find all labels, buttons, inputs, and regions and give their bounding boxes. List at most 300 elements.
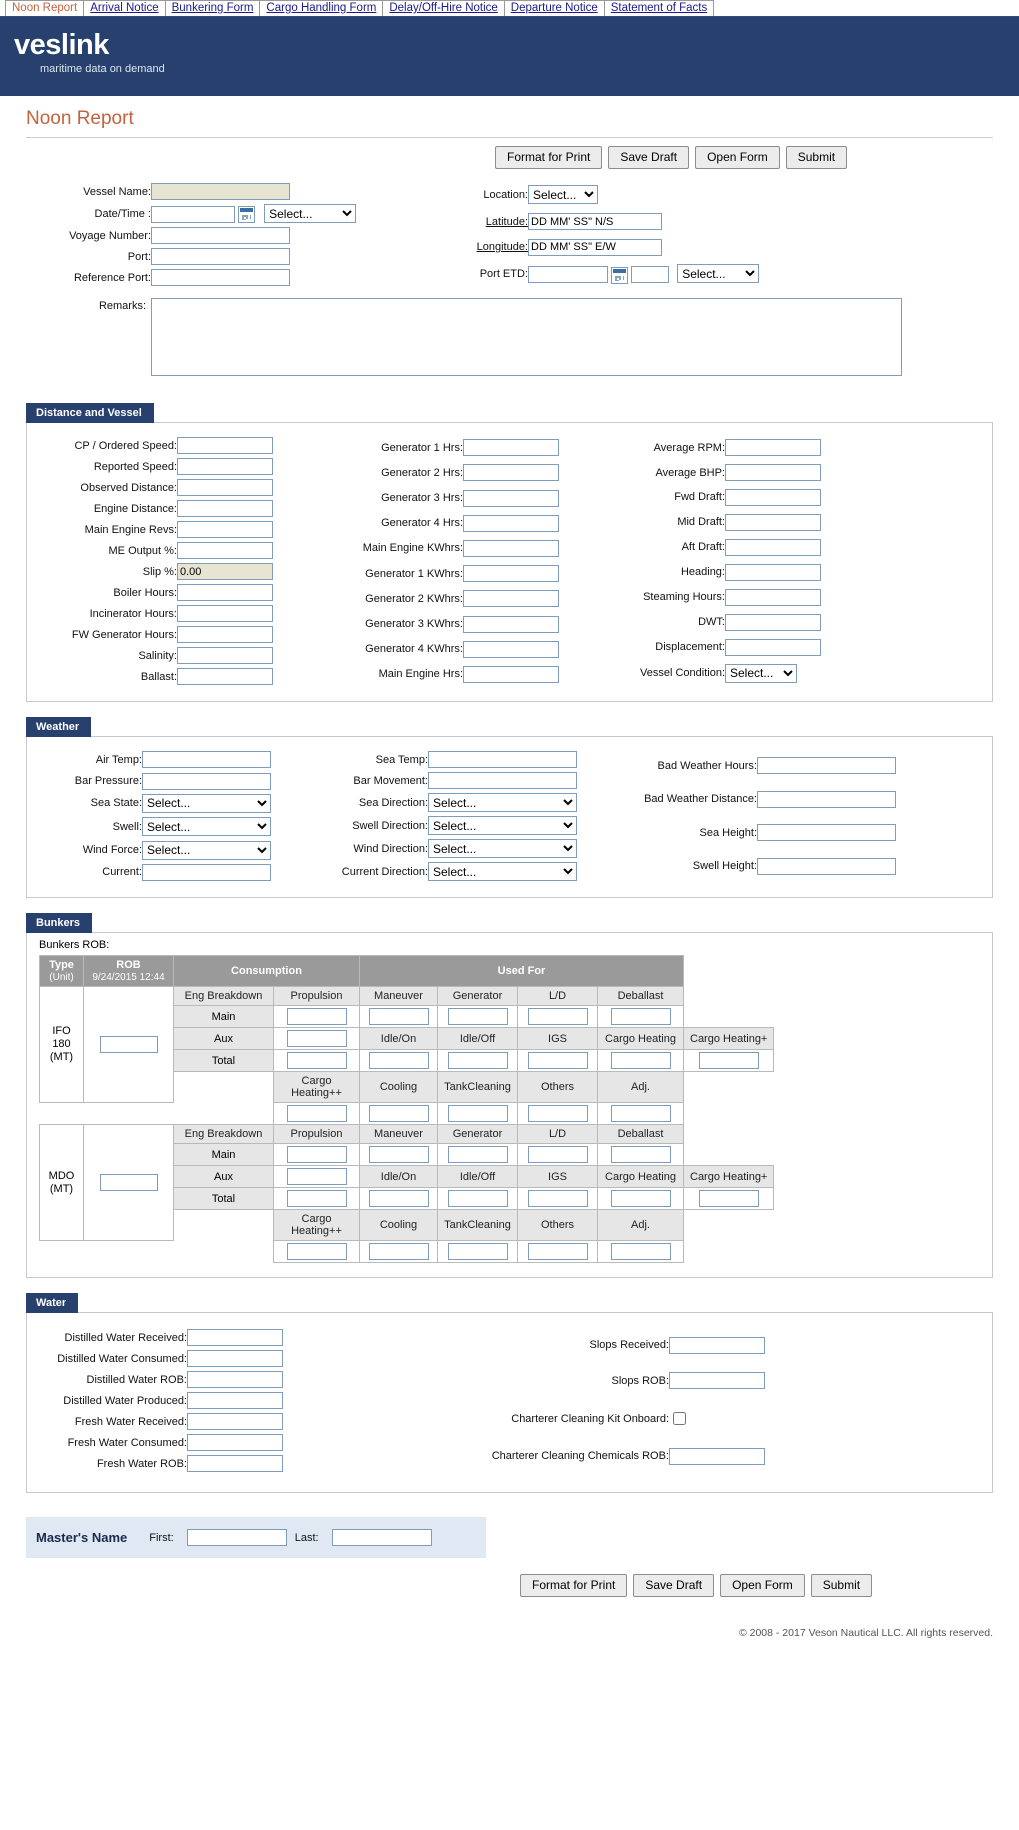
field-boiler-hours xyxy=(37,582,273,603)
field-steaming-hours xyxy=(615,585,821,610)
mdo-main-propulsion-input[interactable] xyxy=(287,1146,347,1163)
ifo180-idle-off-input[interactable] xyxy=(448,1052,508,1069)
field-label: Generator 1 Hrs: xyxy=(381,441,463,454)
type-cell-ifo180 xyxy=(40,987,84,1103)
mdo-tankcleaning-input[interactable] xyxy=(448,1243,508,1260)
slip-pct-input[interactable] xyxy=(177,563,273,580)
toolbar-bottom xyxy=(520,1574,1019,1597)
field-label: Port: xyxy=(127,250,151,263)
sea-direction-select[interactable] xyxy=(428,793,577,812)
copyright-text: © 2008 - 2017 Veson Nautical LLC. All rights reserved. xyxy=(738,1627,993,1640)
field-label: Wind Direction: xyxy=(353,842,428,855)
tab-arrival-notice[interactable] xyxy=(83,0,165,16)
ifo180-igs-input[interactable] xyxy=(528,1052,588,1069)
open-form-button-top[interactable]: Open Form xyxy=(695,146,780,169)
save-draft-button-bottom[interactable]: Save Draft xyxy=(633,1574,714,1597)
field-label: Distilled Water Consumed: xyxy=(57,1352,187,1365)
subhdr-cooling: Cooling xyxy=(360,1210,438,1241)
port-etd-date-input[interactable] xyxy=(528,266,608,283)
subhdr-cargo-heating-plusplus: Cargo Heating++ xyxy=(274,1210,360,1241)
field-reported-speed xyxy=(37,456,273,477)
header-form-left xyxy=(26,181,406,288)
generator-1-kwhrs-input[interactable] xyxy=(463,565,559,582)
bunkers-header-row xyxy=(40,956,774,987)
me-output-pct-input[interactable] xyxy=(177,542,273,559)
col-type-label: Type xyxy=(49,959,74,972)
submit-button-top[interactable]: Submit xyxy=(786,146,847,169)
mdo-igs-input[interactable] xyxy=(528,1190,588,1207)
average-bhp-input[interactable] xyxy=(725,464,821,481)
page-title: Noon Report xyxy=(26,108,134,129)
field-label: Swell Direction: xyxy=(352,819,428,832)
mdo-adj-input[interactable] xyxy=(611,1243,671,1260)
incinerator-hours-input[interactable] xyxy=(177,605,273,622)
cell-mdo-idle-off xyxy=(438,1188,518,1210)
col-type xyxy=(40,956,84,987)
boiler-hours-input[interactable] xyxy=(177,584,273,601)
location-select[interactable] xyxy=(528,185,598,204)
field-dwt xyxy=(615,610,821,635)
generator-2-hrs-input[interactable] xyxy=(463,464,559,481)
section-distance-and-vessel xyxy=(26,402,993,702)
field-reference-port xyxy=(26,267,406,288)
bunkers-rob-label: Bunkers ROB: xyxy=(39,939,110,952)
cell-ifo180-igs xyxy=(518,1050,598,1072)
tab-departure-notice[interactable] xyxy=(504,0,605,16)
main-engine-kwhrs-input[interactable] xyxy=(463,540,559,557)
col-used-for: Used For xyxy=(360,956,684,987)
section-header-bunkers: Bunkers xyxy=(26,913,92,933)
field-observed-distance xyxy=(37,477,273,498)
field-average-rpm xyxy=(615,435,821,460)
cell-mdo-cooling xyxy=(360,1241,438,1263)
col-rob-date: 9/24/2015 12:44 xyxy=(92,972,165,984)
voyage-number-input[interactable] xyxy=(151,227,290,244)
section-bunkers xyxy=(26,912,993,1278)
section-body-bunkers xyxy=(26,932,993,1278)
field-current xyxy=(37,862,271,883)
field-label: Sea Height: xyxy=(699,826,757,839)
swell-select[interactable] xyxy=(142,817,271,836)
generator-2-kwhrs-input[interactable] xyxy=(463,590,559,607)
submit-button-bottom[interactable]: Submit xyxy=(811,1574,872,1597)
fresh-water-consumed-input[interactable] xyxy=(187,1434,283,1451)
mdo-idle-off-input[interactable] xyxy=(448,1190,508,1207)
dv-col-1 xyxy=(37,435,273,687)
field-incinerator-hours xyxy=(37,603,273,624)
cell-ifo180-main-generator xyxy=(438,1006,518,1028)
cell-mdo-main-generator xyxy=(438,1144,518,1166)
subhdr-adj: Adj. xyxy=(598,1210,684,1241)
field-label: Location: xyxy=(483,188,528,201)
slops-received-input[interactable] xyxy=(669,1337,765,1354)
main-engine-revs-input[interactable] xyxy=(177,521,273,538)
cell-ifo180-cargo-heating xyxy=(598,1050,684,1072)
rowlbl-main: Main xyxy=(174,1006,274,1028)
field-main-engine-kwhrs xyxy=(335,536,559,561)
field-displacement xyxy=(615,635,821,660)
heading-input[interactable] xyxy=(725,564,821,581)
field-label: Fresh Water Consumed: xyxy=(67,1436,187,1449)
cell-mdo-adj xyxy=(598,1241,684,1263)
tab-noon-report[interactable] xyxy=(5,0,84,16)
mdo-main-ld-input[interactable] xyxy=(528,1146,588,1163)
type-name: IFO 180 xyxy=(52,1025,71,1051)
subhdr-adj: Adj. xyxy=(598,1072,684,1103)
field-label: Port ETD: xyxy=(479,268,528,281)
cell-mdo-main-propulsion xyxy=(274,1144,360,1166)
field-distilled-water-produced xyxy=(37,1390,283,1411)
sea-temp-input[interactable] xyxy=(428,751,577,768)
field-generator-1-kwhrs xyxy=(335,561,559,586)
subhdr-others: Others xyxy=(518,1072,598,1103)
time-select[interactable] xyxy=(264,204,356,223)
engine-distance-input[interactable] xyxy=(177,500,273,517)
tab-label: Cargo Handling Form xyxy=(266,2,377,14)
subhdr-eng-breakdown: Eng Breakdown xyxy=(174,1125,274,1144)
current-input[interactable] xyxy=(142,864,271,881)
field-label: Fwd Draft: xyxy=(674,491,725,504)
field-salinity xyxy=(37,645,273,666)
section-body-water xyxy=(26,1312,993,1493)
open-form-button-bottom[interactable]: Open Form xyxy=(720,1574,805,1597)
main-engine-hrs-input[interactable] xyxy=(463,666,559,683)
field-fresh-water-received xyxy=(37,1411,283,1432)
field-label: Engine Distance: xyxy=(93,502,177,515)
field-sea-state xyxy=(37,792,271,815)
ifo180-main-deballast-input[interactable] xyxy=(611,1008,671,1025)
field-label: Average BHP: xyxy=(655,466,725,479)
field-label: Sea Temp: xyxy=(375,753,428,766)
field-sea-height xyxy=(615,816,896,850)
field-label: Ballast: xyxy=(140,670,177,683)
fwd-draft-input[interactable] xyxy=(725,489,821,506)
date-input[interactable] xyxy=(151,206,235,223)
section-body-weather xyxy=(26,736,993,898)
water-col-right xyxy=(473,1327,765,1474)
vessel-name-input[interactable] xyxy=(151,183,290,200)
format-for-print-button-bottom[interactable]: Format for Print xyxy=(520,1574,627,1597)
cp-ordered-speed-input[interactable] xyxy=(177,437,273,454)
field-latitude xyxy=(466,209,759,235)
cell-mdo-cargo-heating xyxy=(598,1188,684,1210)
longitude-input[interactable] xyxy=(528,239,662,256)
mdo-aux-input[interactable] xyxy=(287,1168,347,1185)
fresh-water-rob-input[interactable] xyxy=(187,1455,283,1472)
remarks-textarea[interactable] xyxy=(151,298,902,376)
subhdr-idle-off: Idle/Off xyxy=(438,1166,518,1188)
swell-height-input[interactable] xyxy=(757,858,896,875)
rowlbl-aux: Aux xyxy=(174,1166,274,1188)
field-label: Bad Weather Hours: xyxy=(657,759,757,772)
col-type-unit: (Unit) xyxy=(49,972,74,984)
tab-bunkering-form[interactable] xyxy=(165,0,261,16)
field-label: Vessel Name: xyxy=(83,185,151,198)
brand-header xyxy=(0,17,1019,96)
cell-ifo180-main-deballast xyxy=(598,1006,684,1028)
field-label: Generator 2 KWhrs: xyxy=(365,592,463,605)
subhdr-generator: Generator xyxy=(438,1125,518,1144)
cell-mdo-main-maneuver xyxy=(360,1144,438,1166)
field-label: Distilled Water ROB: xyxy=(86,1373,187,1386)
field-label: Bar Movement: xyxy=(353,774,428,787)
rob-cell-mdo xyxy=(84,1125,174,1241)
ifo180-cooling-input[interactable] xyxy=(369,1105,429,1122)
mdo-cargo-heating-plus-input[interactable] xyxy=(699,1190,759,1207)
wind-direction-select[interactable] xyxy=(428,839,577,858)
field-label: Reported Speed: xyxy=(93,460,177,473)
field-distilled-water-consumed xyxy=(37,1348,283,1369)
field-label: Aft Draft: xyxy=(681,541,725,554)
ballast-input[interactable] xyxy=(177,668,273,685)
fresh-water-received-input[interactable] xyxy=(187,1413,283,1430)
field-label: Distilled Water Produced: xyxy=(63,1394,187,1407)
bunkers-table xyxy=(39,955,774,1263)
latitude-input[interactable] xyxy=(528,213,662,230)
mdo-others-input[interactable] xyxy=(528,1243,588,1260)
masters-last-input[interactable] xyxy=(332,1529,432,1546)
field-date-time xyxy=(26,202,406,225)
field-bad-weather-hours xyxy=(615,749,896,783)
spacer-cell xyxy=(84,1241,174,1263)
cell-ifo180-tankcleaning xyxy=(438,1103,518,1125)
generator-1-hrs-input[interactable] xyxy=(463,439,559,456)
reported-speed-input[interactable] xyxy=(177,458,273,475)
fw-generator-hours-input[interactable] xyxy=(177,626,273,643)
subhdr-cargo-heating-plusplus: Cargo Heating++ xyxy=(274,1072,360,1103)
brand-logo: veslink xyxy=(14,29,109,61)
calendar-icon[interactable] xyxy=(238,206,255,223)
ifo180-total-input[interactable] xyxy=(287,1052,347,1069)
cell-mdo-total-value xyxy=(274,1188,360,1210)
field-generator-2-hrs xyxy=(335,460,559,485)
mdo-cooling-input[interactable] xyxy=(369,1243,429,1260)
ifo180-tankcleaning-input[interactable] xyxy=(448,1105,508,1122)
type-unit: (MT) xyxy=(49,1051,74,1064)
field-fresh-water-consumed xyxy=(37,1432,283,1453)
subhdr-cooling: Cooling xyxy=(360,1072,438,1103)
sea-height-input[interactable] xyxy=(757,824,896,841)
mdo-total-input[interactable] xyxy=(287,1190,347,1207)
sea-state-select[interactable] xyxy=(142,794,271,813)
tab-delay-off-hire-notice[interactable] xyxy=(382,0,504,16)
field-generator-4-hrs xyxy=(335,511,559,536)
field-label: Generator 4 KWhrs: xyxy=(365,643,463,656)
cell-ifo180-main-maneuver xyxy=(360,1006,438,1028)
section-header-weather: Weather xyxy=(26,717,91,737)
port-input[interactable] xyxy=(151,248,290,265)
field-location xyxy=(466,181,759,209)
spacer-cell xyxy=(40,1241,84,1263)
field-label: Current: xyxy=(102,866,142,879)
field-cp-ordered-speed xyxy=(37,435,273,456)
tab-cargo-handling-form[interactable] xyxy=(259,0,383,16)
weather-col-1 xyxy=(37,749,271,883)
remarks-row xyxy=(0,298,1019,376)
charterer-cleaning-chemicals-rob-input[interactable] xyxy=(669,1448,765,1465)
field-generator-3-kwhrs xyxy=(335,611,559,636)
field-label: Fresh Water Received: xyxy=(74,1415,187,1428)
ifo180-main-generator-input[interactable] xyxy=(448,1008,508,1025)
field-label: Sea State: xyxy=(90,797,142,810)
generator-3-kwhrs-input[interactable] xyxy=(463,616,559,633)
field-average-bhp xyxy=(615,460,821,485)
mdo-main-deballast-input[interactable] xyxy=(611,1146,671,1163)
cell-mdo-tankcleaning xyxy=(438,1241,518,1263)
calendar-icon[interactable] xyxy=(611,267,628,284)
observed-distance-input[interactable] xyxy=(177,479,273,496)
mdo-idle-on-input[interactable] xyxy=(369,1190,429,1207)
field-label: Observed Distance: xyxy=(80,481,177,494)
ifo180-main-propulsion-input[interactable] xyxy=(287,1008,347,1025)
field-label: Generator 1 KWhrs: xyxy=(365,567,463,580)
field-bar-movement xyxy=(313,770,577,791)
ifo180-adj-input[interactable] xyxy=(611,1105,671,1122)
distilled-water-produced-input[interactable] xyxy=(187,1392,283,1409)
ifo180-cargo-heating-pp-input[interactable] xyxy=(287,1105,347,1122)
remarks-label: Remarks: xyxy=(98,300,146,313)
average-rpm-input[interactable] xyxy=(725,439,821,456)
field-sea-direction xyxy=(313,791,577,814)
field-vessel-name xyxy=(26,181,406,202)
air-temp-input[interactable] xyxy=(142,751,271,768)
field-label: Slops Received: xyxy=(589,1339,669,1352)
field-slip-pct xyxy=(37,561,273,582)
mdo-main-maneuver-input[interactable] xyxy=(369,1146,429,1163)
field-generator-4-kwhrs xyxy=(335,637,559,662)
ifo180-cargo-heating-input[interactable] xyxy=(611,1052,671,1069)
port-etd-select[interactable] xyxy=(677,264,759,283)
cell-ifo180-cargo-heating-plus xyxy=(684,1050,774,1072)
field-generator-1-hrs xyxy=(335,435,559,460)
spacer-cell xyxy=(174,1210,274,1241)
bar-pressure-input[interactable] xyxy=(142,773,271,790)
aft-draft-input[interactable] xyxy=(725,539,821,556)
mdo-rob-input[interactable] xyxy=(100,1174,158,1191)
ifo180-others-input[interactable] xyxy=(528,1105,588,1122)
bunkers-row-ifo180-subhdr1 xyxy=(40,987,774,1006)
generator-3-hrs-input[interactable] xyxy=(463,490,559,507)
field-label: Bar Pressure: xyxy=(74,775,142,788)
field-main-engine-revs xyxy=(37,519,273,540)
field-heading xyxy=(615,560,821,585)
current-direction-select[interactable] xyxy=(428,862,577,881)
ifo180-cargo-heating-plus-input[interactable] xyxy=(699,1052,759,1069)
col-rob-label: ROB xyxy=(116,959,141,972)
field-fresh-water-rob xyxy=(37,1453,283,1474)
section-header-water: Water xyxy=(26,1293,78,1313)
distilled-water-consumed-input[interactable] xyxy=(187,1350,283,1367)
dwt-input[interactable] xyxy=(725,614,821,631)
cell-ifo180-idle-off xyxy=(438,1050,518,1072)
subhdr-generator: Generator xyxy=(438,987,518,1006)
tab-label: Noon Report xyxy=(12,2,78,14)
field-swell xyxy=(37,815,271,838)
header-form-right xyxy=(466,181,759,288)
ifo180-idle-on-input[interactable] xyxy=(369,1052,429,1069)
bad-weather-distance-input[interactable] xyxy=(757,791,896,808)
field-air-temp xyxy=(37,749,271,770)
ifo180-rob-input[interactable] xyxy=(100,1036,158,1053)
field-label: Generator 3 Hrs: xyxy=(381,492,463,505)
cell-ifo180-total-value xyxy=(274,1050,360,1072)
port-etd-time-input[interactable] xyxy=(631,266,669,283)
field-label: Steaming Hours: xyxy=(643,591,725,604)
field-label: Salinity: xyxy=(138,649,177,662)
salinity-input[interactable] xyxy=(177,647,273,664)
charterer-cleaning-kit-onboard-checkbox[interactable] xyxy=(673,1412,686,1425)
save-draft-button-top[interactable]: Save Draft xyxy=(608,146,689,169)
field-wind-direction xyxy=(313,837,577,860)
distilled-water-rob-input[interactable] xyxy=(187,1371,283,1388)
ifo180-aux-input[interactable] xyxy=(287,1030,347,1047)
field-label: Air Temp: xyxy=(95,753,142,766)
field-slops-rob xyxy=(473,1363,765,1399)
cell-mdo-idle-on xyxy=(360,1188,438,1210)
field-distilled-water-received xyxy=(37,1327,283,1348)
displacement-input[interactable] xyxy=(725,639,821,656)
subhdr-idle-on: Idle/On xyxy=(360,1028,438,1050)
mdo-main-generator-input[interactable] xyxy=(448,1146,508,1163)
mid-draft-input[interactable] xyxy=(725,514,821,531)
field-bar-pressure xyxy=(37,770,271,791)
bad-weather-hours-input[interactable] xyxy=(757,757,896,774)
generator-4-hrs-input[interactable] xyxy=(463,515,559,532)
water-col-left xyxy=(37,1327,283,1474)
subhdr-ld: L/D xyxy=(518,1125,598,1144)
swell-direction-select[interactable] xyxy=(428,816,577,835)
field-label: Main Engine KWhrs: xyxy=(362,542,463,555)
field-label: Date/Time : xyxy=(94,207,151,220)
cell-ifo180-aux-value xyxy=(274,1028,360,1050)
ifo180-main-maneuver-input[interactable] xyxy=(369,1008,429,1025)
tab-label: Statement of Facts xyxy=(610,2,708,14)
distilled-water-received-input[interactable] xyxy=(187,1329,283,1346)
field-label: Current Direction: xyxy=(341,865,428,878)
mdo-cargo-heating-pp-input[interactable] xyxy=(287,1243,347,1260)
wind-force-select[interactable] xyxy=(142,841,271,860)
tab-statement-of-facts[interactable] xyxy=(604,0,715,16)
field-label: Swell Height: xyxy=(692,860,757,873)
field-main-engine-hrs xyxy=(335,662,559,687)
reference-port-input[interactable] xyxy=(151,269,290,286)
field-label: Latitude: xyxy=(485,215,528,228)
bar-movement-input[interactable] xyxy=(428,772,577,789)
masters-first-input[interactable] xyxy=(187,1529,287,1546)
field-label: Bad Weather Distance: xyxy=(644,793,757,806)
generator-4-kwhrs-input[interactable] xyxy=(463,641,559,658)
cell-mdo-main-deballast xyxy=(598,1144,684,1166)
subhdr-propulsion: Propulsion xyxy=(274,1125,360,1144)
field-label: FW Generator Hours: xyxy=(71,628,177,641)
mdo-cargo-heating-input[interactable] xyxy=(611,1190,671,1207)
type-name: MDO xyxy=(48,1169,75,1182)
cell-ifo180-others xyxy=(518,1103,598,1125)
subhdr-eng-breakdown: Eng Breakdown xyxy=(174,987,274,1006)
vessel-condition-select[interactable] xyxy=(725,664,797,683)
field-label: Reference Port: xyxy=(73,271,151,284)
slops-rob-input[interactable] xyxy=(669,1372,765,1389)
field-label: Boiler Hours: xyxy=(113,586,177,599)
field-port-etd xyxy=(466,260,759,288)
format-for-print-button-top[interactable]: Format for Print xyxy=(495,146,602,169)
subhdr-igs: IGS xyxy=(518,1166,598,1188)
ifo180-main-ld-input[interactable] xyxy=(528,1008,588,1025)
field-label: Main Engine Revs: xyxy=(84,523,177,536)
steaming-hours-input[interactable] xyxy=(725,589,821,606)
type-unit: (MT) xyxy=(49,1182,74,1195)
col-rob xyxy=(84,956,174,987)
